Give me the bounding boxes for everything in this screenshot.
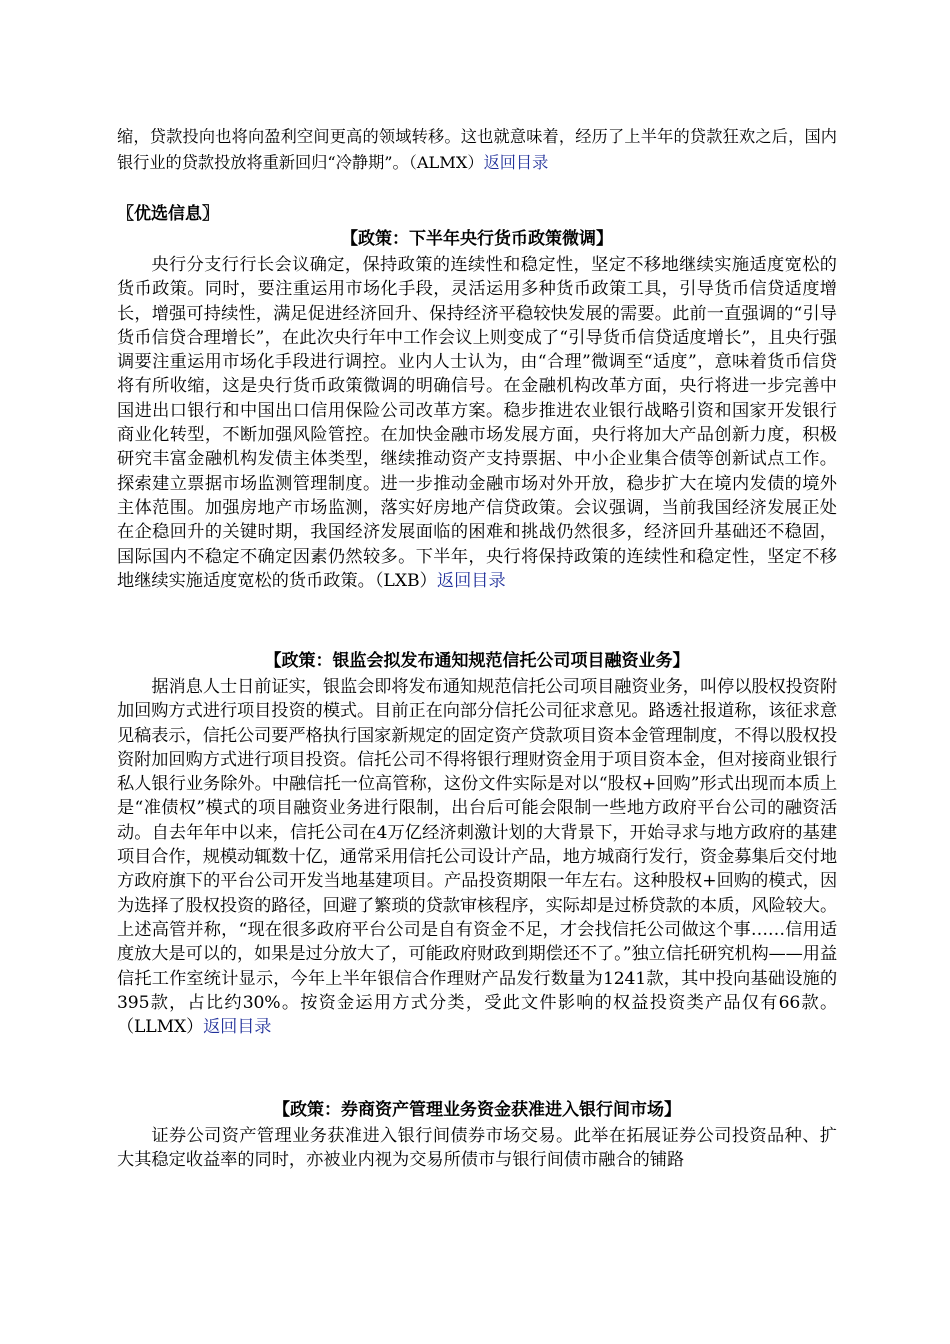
article-text: 央行分支行行长会议确定，保持政策的连续性和稳定性，坚定不移地继续实施适度宽松的货币政策。同时，要注重运用市场化手段，灵活运用多种货币政策工具，引导货币信贷适度增长，增强可持续性，满足促进经济回升、保持经济平稳较快发展的需要。此前一直强调的“引导货币信贷合理增长”，在此次央行年中工作会议上则变成了“引导货币信贷适度增长”，且央行强调要注重运用市场化手段进行调控。业内人士认为，由“合理”微调至“适度”，意味着货币信贷将有所收缩，这是央行货币政策微调的明确信号。在金融机构改革方面，央行将进一步完善中国进出口银行和中国出口信用保险公司改革方案。稳步推进农业银行战略引资和国家开发银行商业化转型，不断加强风险管控。在加快金融市场发展方面，央行将加大产品创新力度，积极研究丰富金融机构发债主体类型，继续推动资产支持票据、中小企业集合债等创新试点工作。探索建立票据市场监测管理制度。进一步推动金融市场对外开放，稳步扩大在境内发债的境外主体范围。加强房地产市场监测，落实好房地产信贷政策。会议强调，当前我国经济发展正处在企稳回升的关键时期，我国经济发展面临的困难和挑战仍然很多，经济回升基础还不稳固，国际国内不稳定不确定因素仍然较多。下半年，央行将保持政策的连续性和稳定性，坚定不移地继续实施适度宽松的货币政策。（LXB） bbox=[117, 255, 837, 591]
article-text: 据消息人士日前证实，银监会即将发布通知规范信托公司项目融资业务，叫停以股权投资附加回购方式进行项目投资的模式。目前正在向部分信托公司征求意见。路透社报道称，该征求意见稿表示，信托公司要严格执行国家新规定的固定资产贷款项目资本金管理制度，不得以股权投资附加回购方式进行项目投资。信托公司不得将银行理财资金用于项目资本金，但对接商业银行私人银行业务除外。中融信托一位高管称，这份文件实际是对以“股权+回购”形式出现而本质上是“准债权”模式的项目融资业务进行限制，出台后可能会限制一些地方政府平台公司的融资活动。自去年年中以来，信托公司在4万亿经济刺激计划的大背景下，开始寻求与地方政府的基建项目合作，规模动辄数十亿，通常采用信托公司设计产品，地方城商行发行，资金募集后交付地方政府旗下的平台公司开发当地基建项目。产品投资期限一年左右。这种股权+回购的模式，因为选择了股权投资的路径，回避了繁琐的贷款审核程序，实际却是过桥贷款的本质，风险较大。上述高管并称，“现在很多政府平台公司是自有资金不足，才会找信托公司做这个事……信用适度放大是可以的，如果是过分放大了，可能政府财政到期偿还不了。”独立信托研究机构——用益信托工作室统计显示，今年上半年银信合作理财产品发行数量为1241款，其中投向基础设施的395款，占比约30%。按资金运用方式分类，受此文件影响的权益投资类产品仅有66款。（LLMX） bbox=[117, 677, 837, 1038]
intro-paragraph bbox=[117, 124, 837, 176]
return-to-contents-link[interactable]: 返回目录 bbox=[436, 570, 506, 591]
article-title: 【政策：券商资产管理业务资金获准进入银行间市场】 bbox=[273, 1100, 681, 1120]
article-monetary-policy bbox=[117, 226, 837, 593]
article-text: 证券公司资产管理业务获准进入银行间债券市场交易。此举在拓展证券公司投资品种、扩大其稳定收益率的同时，亦被业内视为交易所债市与银行间债市融合的铺路 bbox=[117, 1126, 837, 1171]
intro-text: 缩，贷款投向也将向盈利空间更高的领域转移。这也就意味着，经历了上半年的贷款狂欢之后，国内银行业的贷款投放将重新回归“冷静期”。（ALMX） bbox=[117, 127, 837, 172]
section-label: 〖优选信息〗 bbox=[117, 204, 219, 224]
article-trust-regulation bbox=[117, 648, 837, 1039]
article-securities-asset-management bbox=[117, 1097, 837, 1173]
article-body bbox=[117, 1124, 837, 1173]
article-title: 【政策：下半年央行货币政策微调】 bbox=[341, 229, 613, 249]
return-to-contents-link[interactable]: 返回目录 bbox=[483, 153, 549, 172]
article-body bbox=[117, 675, 837, 1039]
article-title: 【政策：银监会拟发布通知规范信托公司项目融资业务】 bbox=[264, 651, 690, 671]
return-to-contents-link[interactable]: 返回目录 bbox=[203, 1017, 272, 1038]
article-body bbox=[117, 253, 837, 593]
